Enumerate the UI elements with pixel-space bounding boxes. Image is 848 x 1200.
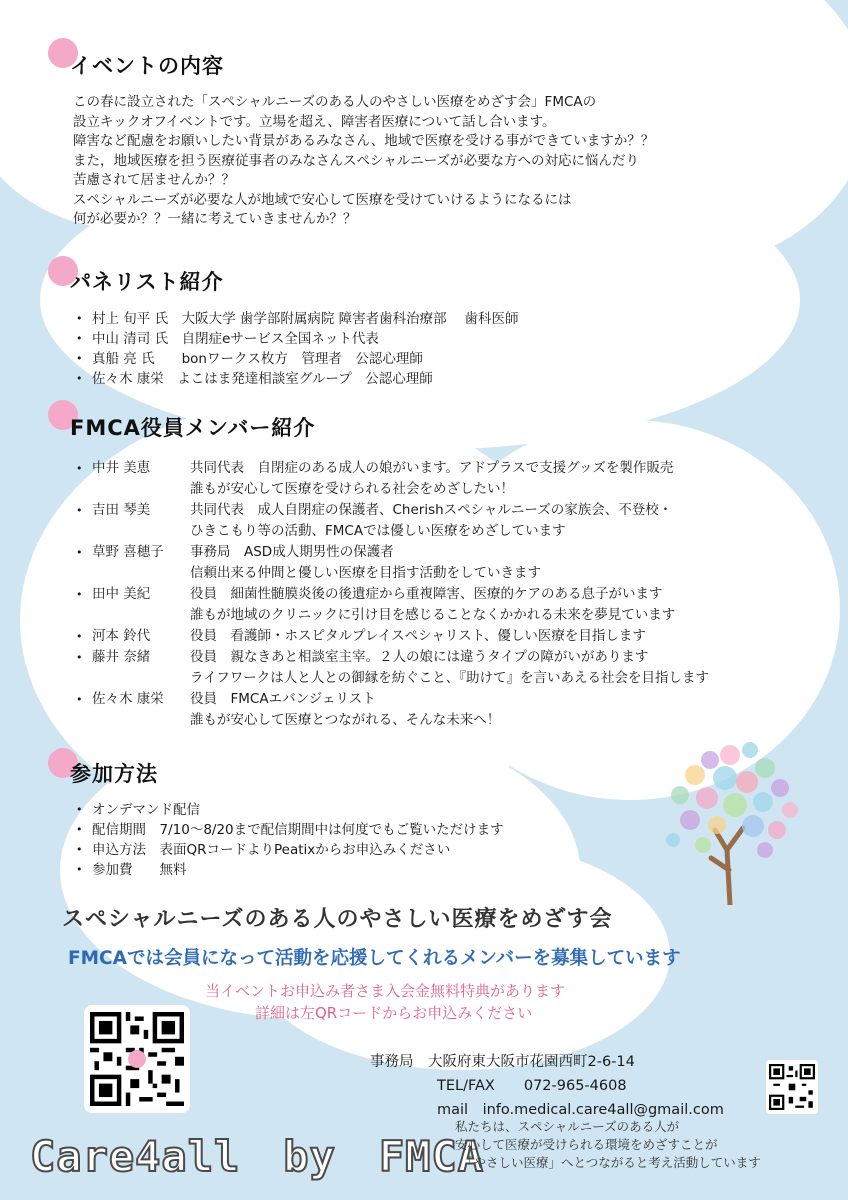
list-item: [76, 584, 709, 626]
member-name: 吉田 琴美: [92, 502, 151, 518]
member-line: 役員 細菌性髄膜炎後の後遺症から重複障害、医療的ケアのある息子がいます: [190, 586, 663, 602]
event-line: 何が必要か？？一緒に考えていきませんか？？: [73, 211, 357, 227]
member-line: 共同代表 自閉症のある成人の娘がいます。アドプラスで支援グッズを製作販売: [190, 460, 674, 476]
list-item: • 村上 旬平 氏 大阪大学 歯学部附属病院 障害者歯科治療部 歯科医師: [76, 309, 518, 329]
member-line: 役員 親なきあと相談室主宰。２人の娘には違うタイプの障がいがあります: [190, 649, 649, 665]
mission-line: 安心して医療が受けられる環境をめざすことが: [455, 1137, 718, 1152]
mission-statement: [455, 1118, 761, 1172]
member-name: 河本 鈴代: [92, 628, 151, 644]
member-line: 誰もが安心して医療を受けられる社会をめざしたい！: [190, 481, 514, 497]
list-item: [76, 626, 709, 647]
list-item: • 真船 亮 氏 bonワークス枚方 管理者 公認心理師: [76, 349, 518, 369]
list-item: [76, 542, 709, 584]
panelist-list: [76, 309, 518, 389]
panelists-title: パネリスト紹介: [70, 270, 224, 294]
member-name: 藤井 奈緒: [92, 649, 151, 665]
list-item: • 中山 清司 氏 自閉症eサービス全国ネット代表: [76, 329, 518, 349]
list-item: • 配信期間 7/10～8/20まで配信期間中は何度でもご覧いただけます: [76, 820, 504, 840]
qr-code-icon: [90, 1012, 184, 1106]
email-link[interactable]: mail info.medical.care4all@gmail.com: [437, 1102, 724, 1118]
member-name: 中井 美恵: [92, 460, 151, 476]
qr-code[interactable]: [84, 1005, 190, 1113]
event-line: また，地域医療を担う医療従事者のみなさんスペシャルニーズが必要な方への対応に悩んだり: [73, 152, 640, 169]
benefit-line: 詳細は左QRコードからお申込みください: [255, 1004, 533, 1022]
event-line: スペシャルニーズが必要な人が地域で安心して医療を受けていけるようになるには: [73, 191, 572, 208]
participation-title: 参加方法: [70, 762, 158, 786]
qr-code[interactable]: [766, 1060, 818, 1114]
member-name: 田中 美紀: [92, 586, 151, 602]
list-item: • 申込方法 表面QRコードよりPeatixからお申込みください: [76, 840, 504, 860]
list-item: [76, 458, 709, 500]
mission-line: 「やさしい医療」へとつながると考え活動しています: [461, 1155, 761, 1170]
office-address: 事務局 大阪府東大阪市花園西町2-6-14: [370, 1054, 635, 1070]
list-item: [76, 689, 709, 731]
member-line: ライフワークは人と人との御縁を紡ぐこと、『助けて』を言いあえる社会を目指します: [190, 670, 709, 686]
event-description: [73, 93, 773, 230]
member-line: 役員 看護師・ホスピタルプレイスペシャリスト、優しい医療を目指します: [190, 628, 646, 644]
member-name: 草野 喜穂子: [92, 544, 164, 560]
member-list: [76, 458, 709, 731]
list-item: • 参加費 無料: [76, 860, 504, 880]
tree-illustration: [655, 730, 805, 905]
member-line: ひきこもり等の活動、FMCAでは優しい医療をめざしています: [190, 523, 566, 539]
event-line: 障害など配慮をお願いしたい背景があるみなさん、地域で医療を受ける事ができていますか？？: [73, 133, 655, 149]
recruit-message: FMCAでは会員になって活動を応援してくれるメンバーを募集しています: [68, 948, 681, 969]
member-line: 信頼出来る仲間と優しい医療を目指す活動をしていきます: [190, 565, 541, 581]
member-line: 役員 FMCAエバンジェリスト: [190, 691, 376, 707]
benefit-line: 当イベントお申込み者さま入会金無料特典があります: [205, 982, 566, 1000]
list-item: • オンデマンド配信: [76, 800, 504, 820]
member-line: 誰もが地域のクリニックに引け目を感じることなくかかれる未来を夢見ています: [190, 607, 676, 623]
brand-logo: Care4all by FMCA: [30, 1132, 485, 1181]
org-name: スペシャルニーズのある人のやさしい医療をめざす会: [62, 907, 613, 932]
member-line: 共同代表 成人自閉症の保護者、Cherishスペシャルニーズの家族会、不登校・: [190, 502, 673, 518]
participation-list: [76, 800, 504, 880]
event-line: 苦慮されて居ませんか？？: [73, 172, 235, 188]
mission-line: 私たちは、スペシャルニーズのある人が: [455, 1119, 680, 1134]
event-line: 設立キックオフイベントです。立場を超え、障害者医療について話し合います。: [73, 113, 556, 130]
event-line: この春に設立された「スペシャルニーズのある人のやさしい医療をめざす会」FMCAの: [73, 94, 597, 110]
members-title: FMCA役員メンバー紹介: [70, 416, 316, 440]
list-item: [76, 500, 709, 542]
list-item: • 佐々木 康栄 よこはま発達相談室グループ 公認心理師: [76, 369, 518, 389]
tel-fax: TEL/FAX 072-965-4608: [437, 1078, 627, 1094]
member-line: 誰もが安心して医療とつながれる、そんな未来へ！: [190, 712, 501, 728]
qr-code-icon: [769, 1064, 815, 1110]
member-name: 佐々木 康栄: [92, 691, 164, 707]
event-title: イベントの内容: [70, 54, 224, 78]
list-item: [76, 647, 709, 689]
member-line: 事務局 ASD成人期男性の保護者: [190, 544, 394, 560]
